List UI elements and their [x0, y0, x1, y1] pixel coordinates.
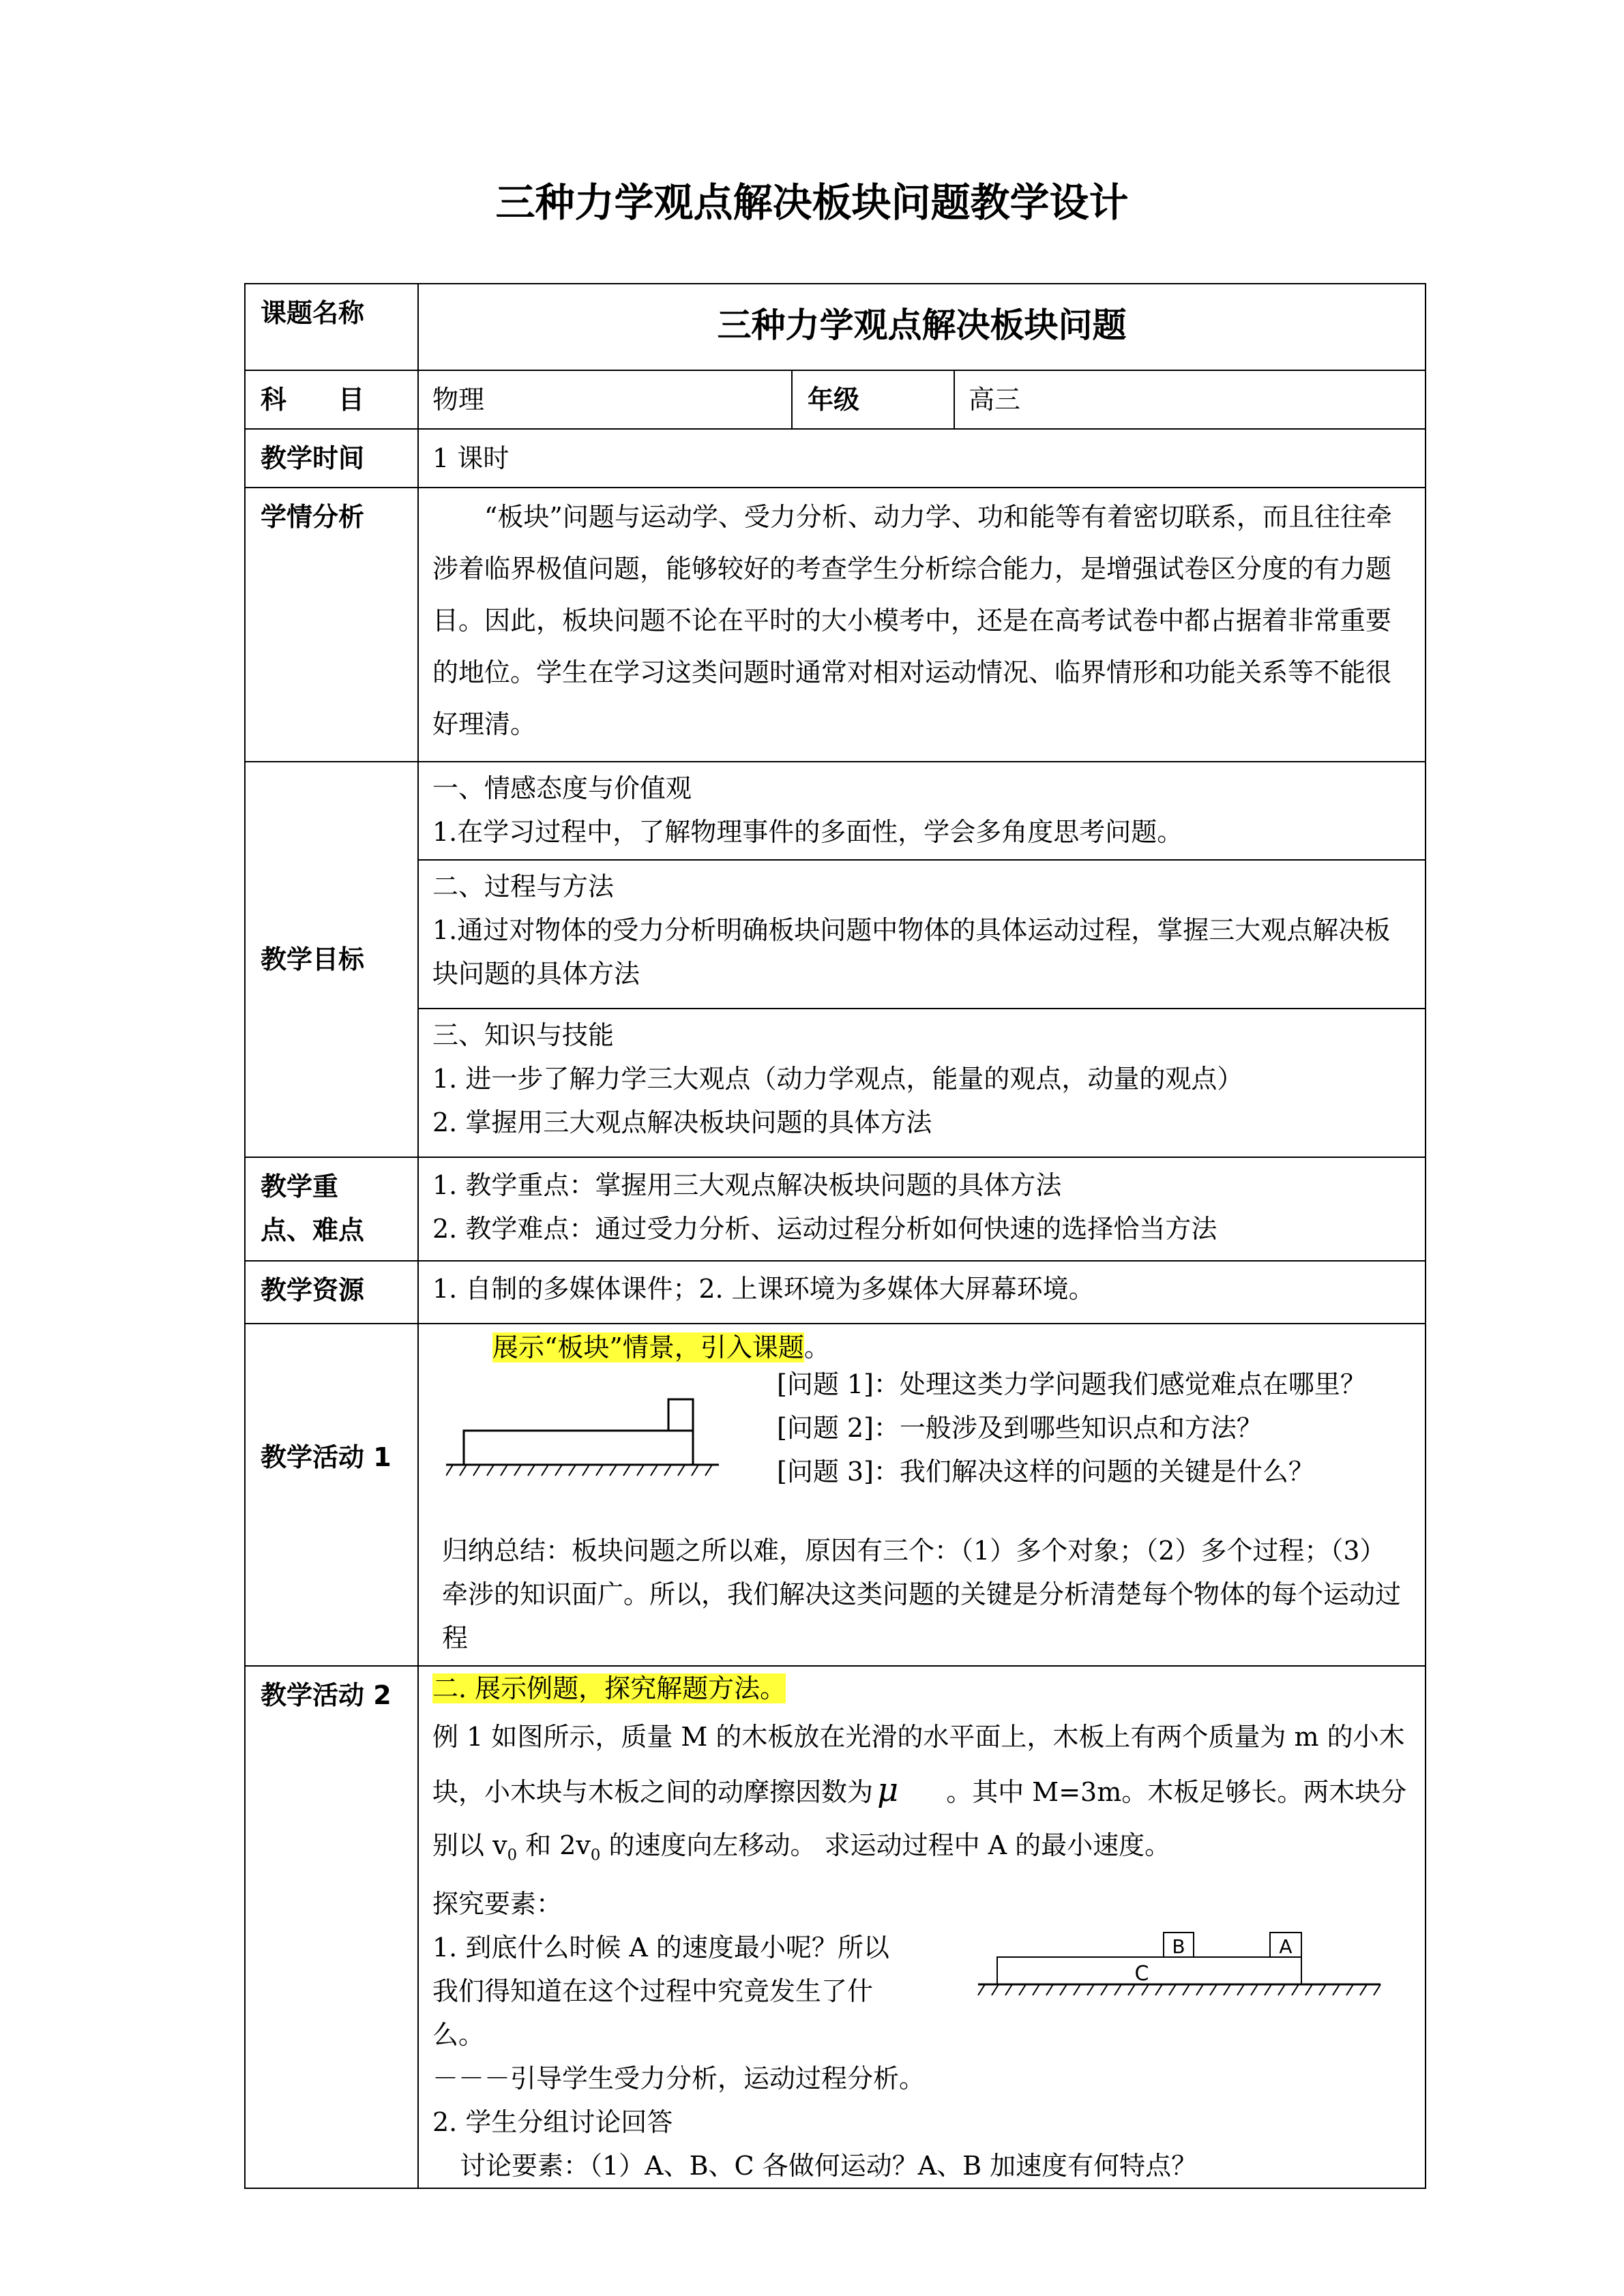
keypoints-label-line-2: 点、难点 — [261, 1215, 365, 1245]
mu-symbol: μ — [877, 1771, 899, 1809]
example-1-part-a: 例 1 如图所示，质量 M 的木板放在光滑的水平面上，木板上有两个质量为 m 的小木块，小木块与木板之间的动摩擦因数为 — [432, 1722, 1405, 1807]
activity2-point-1 — [432, 1926, 1411, 2100]
activity1-cell — [418, 1324, 1426, 1666]
topic-label: 课题名称 — [245, 284, 418, 370]
question-3: [问题 3]：我们解决这样的问题的关键是什么？ — [777, 1457, 1314, 1487]
topic-value: 三种力学观点解决板块问题 — [717, 305, 1127, 345]
activity1-questions — [777, 1362, 1366, 1493]
resources-row — [245, 1261, 1426, 1324]
objective-section-3 — [419, 1009, 1425, 1157]
objective-section-2 — [419, 861, 1425, 1009]
discussion-points: 讨论要素：（1）A、B、C 各做何运动？A、B 加速度有何特点？ — [460, 2150, 1198, 2181]
grade-label: 年级 — [792, 370, 954, 429]
objective-1-item: 1.在学习过程中，了解物理事件的多面性，学会多角度思考问题。 — [432, 817, 1183, 847]
activity2-headline — [432, 1667, 1411, 1710]
activity2-row — [245, 1666, 1426, 2188]
activity1-summary: 归纳总结：板块问题之所以难，原因有三个：（1）多个对象；（2）多个过程；（3）牵涉的知识面广。所以，我们解决这类问题的关键是分析清楚每个物体的每个运动过程 — [442, 1536, 1402, 1653]
analysis-text: “板块”问题与运动学、受力分析、动力学、功和能等有着密切联系，而且往往牵涉着临界极值问题，能够较好的考查学生分析综合能力，是增强试卷区分度的有力题目。因此，板块问题不论在平时的大小模考中，还是在高考试卷中都占据着非常重要的地位。学生在学习这类问题时通常对相对运动情况、临界情形和功能关系等不能很好理清。 — [432, 502, 1392, 739]
question-2: [问题 2]：一般涉及到哪些知识点和方法？ — [777, 1413, 1263, 1443]
subject-label: 科 目 — [245, 370, 418, 429]
objective-3-item-2: 2. 掌握用三大观点解决板块问题的具体方法 — [432, 1107, 932, 1137]
explore-heading: 探究要素： — [432, 1888, 563, 1919]
analysis-row — [245, 488, 1426, 762]
point-1-guide: －－－引导学生受力分析，运动过程分析。 — [432, 2063, 926, 2093]
abc-block-figure — [951, 1926, 1387, 2001]
lesson-plan-table — [244, 283, 1426, 2189]
board — [464, 1431, 693, 1465]
time-label: 教学时间 — [245, 429, 418, 488]
point-2: 2. 学生分组讨论回答 — [432, 2106, 673, 2137]
topic-row — [245, 284, 1426, 370]
keypoint-focus: 1. 教学重点：掌握用三大观点解决板块问题的具体方法 — [432, 1170, 1062, 1200]
example-1-part-c: 和 2v — [517, 1830, 591, 1860]
objective-3-title: 三、知识与技能 — [432, 1020, 615, 1050]
activity1-period: 。 — [803, 1332, 830, 1362]
objectives-row — [245, 762, 1426, 1157]
activity1-highlight: 展示“板块”情景，引入课题 — [492, 1332, 804, 1362]
example-1-part-d: 的速度向左移动。 求运动过程中 A 的最小速度。 — [600, 1830, 1171, 1860]
analysis-cell — [418, 488, 1426, 762]
activity2-highlight: 二. 展示例题，探究解题方法。 — [432, 1673, 786, 1703]
point-1-question: 1. 到底什么时候 A 的速度最小呢？所以我们得知道在这个过程中究竟发生了什么。 — [432, 1932, 889, 2050]
example-1-part-b: 。其中 M=3m。木板足够长。两木块分别以 v — [432, 1777, 1407, 1860]
keypoints-row — [245, 1157, 1426, 1261]
activity2-cell — [418, 1666, 1426, 2188]
subscript-0-a: 0 — [507, 1846, 518, 1864]
objective-3-item-1: 1. 进一步了解力学三大观点（动力学观点，能量的观点，动量的观点） — [432, 1064, 1243, 1094]
question-1: [问题 1]：处理这类力学问题我们感觉难点在哪里？ — [777, 1369, 1366, 1399]
subject-row — [245, 370, 1426, 429]
objective-1-title: 一、情感态度与价值观 — [432, 773, 692, 803]
keypoint-difficulty: 2. 教学难点：通过受力分析、运动过程分析如何快速的选择恰当方法 — [432, 1214, 1217, 1244]
time-value: 1 课时 — [418, 429, 1426, 488]
keypoints-label — [245, 1157, 418, 1261]
small-block — [668, 1399, 693, 1431]
resources-label: 教学资源 — [245, 1261, 418, 1324]
board-block-figure — [446, 1386, 726, 1495]
ground-hatching-2 — [978, 1984, 1381, 1995]
objective-2-item: 1.通过对物体的受力分析明确板块问题中物体的具体运动过程，掌握三大观点解决板块问题的具体方法 — [432, 915, 1391, 989]
board-C-label: C — [1134, 1961, 1149, 1986]
keypoints-cell — [418, 1157, 1426, 1261]
activity2-label: 教学活动 2 — [245, 1666, 418, 2188]
objectives-cell — [418, 762, 1426, 1157]
activity1-intro — [432, 1324, 1411, 1529]
objective-section-1 — [419, 762, 1425, 861]
subscript-0-b: 0 — [590, 1846, 601, 1864]
board-C — [997, 1957, 1301, 1984]
analysis-label: 学情分析 — [245, 488, 418, 762]
objective-2-title: 二、过程与方法 — [432, 871, 615, 901]
activity1-label: 教学活动 1 — [245, 1324, 418, 1666]
ground-hatching — [446, 1465, 712, 1476]
keypoints-label-line-1: 教学重 — [261, 1172, 339, 1202]
objectives-label: 教学目标 — [245, 762, 418, 1157]
grade-value: 高三 — [954, 370, 1426, 429]
page-title: 三种力学观点解决板块问题教学设计 — [495, 179, 1129, 226]
subject-value: 物理 — [418, 370, 792, 429]
block-A-label: A — [1279, 1935, 1293, 1958]
activity1-row — [245, 1324, 1426, 1666]
time-row — [245, 429, 1426, 488]
topic-value-cell — [418, 284, 1426, 370]
resources-text: 1. 自制的多媒体课件；2. 上课环境为多媒体大屏幕环境。 — [418, 1261, 1426, 1324]
block-B-label: B — [1172, 1935, 1185, 1958]
example-1 — [432, 1710, 1411, 1882]
